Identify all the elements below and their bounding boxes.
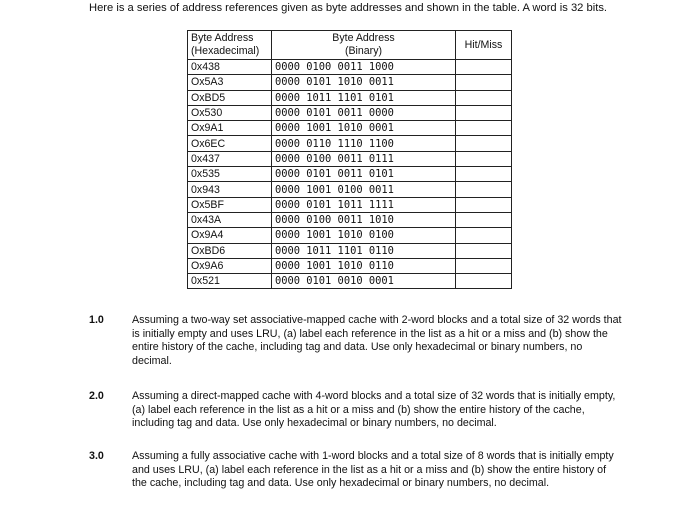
cell-hitmiss: [456, 121, 512, 136]
cell-bin: 0000 1011 1101 0101: [272, 90, 456, 105]
table-row: [188, 167, 512, 182]
cell-hitmiss: [456, 167, 512, 182]
cell-hex: Ox9A1: [188, 121, 272, 136]
cell-hex: 0x943: [188, 182, 272, 197]
cell-hex: Ox5BF: [188, 197, 272, 212]
question-text: Assuming a two-way set associative-mapped cache with 2-word blocks and a total size of 32 words that is initially empty and uses LRU, (a) label each reference in the list as a hit or a miss and (b) show the entire history of the cache, including tag and data. Use only hexadecimal or binary numbers, no decimal.: [132, 314, 622, 367]
table-row: [188, 136, 512, 151]
cell-hex: OxBD6: [188, 243, 272, 258]
table-row: [188, 90, 512, 105]
cell-bin: 0000 1001 0100 0011: [272, 182, 456, 197]
intro-text: Here is a series of address references given as byte addresses and shown in the table. A word is 32 bits.: [89, 2, 608, 14]
header-hex-line2: (Hexadecimal): [191, 45, 260, 57]
cell-hitmiss: [456, 90, 512, 105]
cell-hex: 0x43A: [188, 212, 272, 227]
cell-hitmiss: [456, 136, 512, 151]
cell-bin: 0000 1001 1010 0001: [272, 121, 456, 136]
cell-bin: 0000 0100 0011 1000: [272, 60, 456, 75]
cell-bin: 0000 0101 0011 0101: [272, 167, 456, 182]
header-hex-line1: Byte Address: [191, 32, 254, 44]
cell-hex: Ox9A4: [188, 228, 272, 243]
cell-hitmiss: [456, 60, 512, 75]
table-row: [188, 197, 512, 212]
cell-bin: 0000 0100 0011 0111: [272, 151, 456, 166]
cell-hitmiss: [456, 212, 512, 227]
table-row: [188, 105, 512, 120]
cell-bin: 0000 0110 1110 1100: [272, 136, 456, 151]
table-row: [188, 274, 512, 289]
cell-hitmiss: [456, 75, 512, 90]
header-hitmiss: Hit/Miss: [456, 31, 512, 60]
table-row: [188, 182, 512, 197]
cell-bin: 0000 1001 1010 0100: [272, 228, 456, 243]
cell-hitmiss: [456, 197, 512, 212]
question-number: 3.0: [89, 450, 104, 462]
cell-bin: 0000 0101 0010 0001: [272, 274, 456, 289]
question-text: Assuming a fully associative cache with 1-word blocks and a total size of 8 words that is initially empty and uses LRU, (a) label each reference in the list as a hit or a miss and (b) show the entire history of the cache, including tag and data. Use only hexadecimal or binary numbers, no decimal.: [132, 450, 614, 489]
table-row: [188, 121, 512, 136]
table-row: [188, 258, 512, 273]
cell-hitmiss: [456, 182, 512, 197]
header-bin-line1: Byte Address: [332, 32, 395, 44]
header-hex: [188, 31, 272, 60]
cell-bin: 0000 0101 1011 1111: [272, 197, 456, 212]
table-row: [188, 212, 512, 227]
question-number: 1.0: [89, 314, 104, 326]
cell-bin: 0000 1001 1010 0110: [272, 258, 456, 273]
cell-hitmiss: [456, 243, 512, 258]
cell-hitmiss: [456, 258, 512, 273]
cell-bin: 0000 0101 1010 0011: [272, 75, 456, 90]
cell-bin: 0000 1011 1101 0110: [272, 243, 456, 258]
cell-hex: 0x535: [188, 167, 272, 182]
question-text: Assuming a direct-mapped cache with 4-word blocks and a total size of 32 words that is initially empty, (a) label each reference in the list as a hit or a miss and (b) show the entire history of the cache, including tag and data. Use only hexadecimal or binary numbers, no decimal.: [132, 390, 616, 429]
header-bin: [272, 31, 456, 60]
cell-hex: Ox9A6: [188, 258, 272, 273]
cell-bin: 0000 0100 0011 1010: [272, 212, 456, 227]
cell-hex: 0x438: [188, 60, 272, 75]
cell-hex: OxBD5: [188, 90, 272, 105]
cell-bin: 0000 0101 0011 0000: [272, 105, 456, 120]
question-number: 2.0: [89, 390, 104, 402]
address-table: [187, 30, 512, 289]
cell-hitmiss: [456, 151, 512, 166]
cell-hitmiss: [456, 274, 512, 289]
table-row: [188, 243, 512, 258]
cell-hitmiss: [456, 228, 512, 243]
table-row: [188, 60, 512, 75]
cell-hex: 0x437: [188, 151, 272, 166]
cell-hitmiss: [456, 105, 512, 120]
table-row: [188, 228, 512, 243]
cell-hex: Ox5A3: [188, 75, 272, 90]
table-header-row: [188, 31, 512, 60]
cell-hex: Ox530: [188, 105, 272, 120]
cell-hex: Ox6EC: [188, 136, 272, 151]
table-row: [188, 151, 512, 166]
header-bin-line2: (Binary): [344, 45, 383, 57]
table-row: [188, 75, 512, 90]
cell-hex: 0x521: [188, 274, 272, 289]
